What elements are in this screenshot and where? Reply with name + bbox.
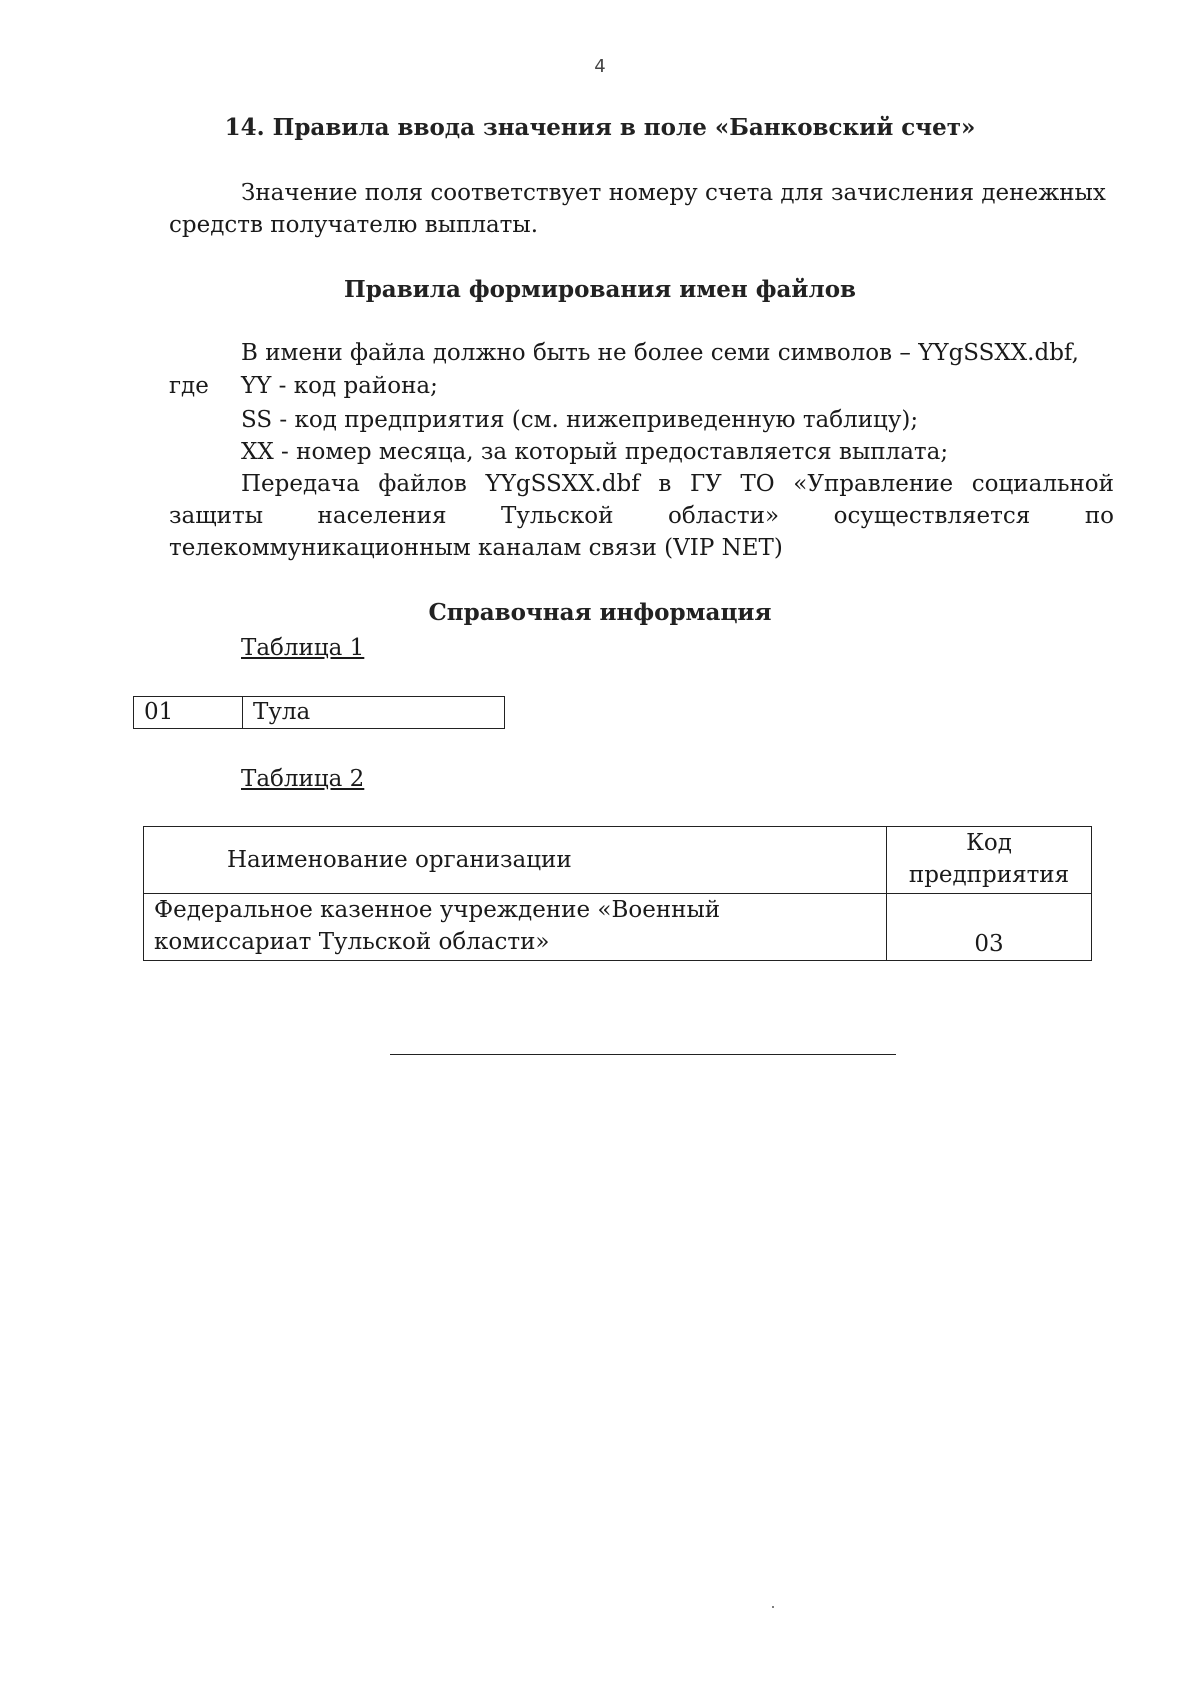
end-of-document-rule [390, 1054, 896, 1055]
transfer-text-line-1: Передача файлов YYgSSXX.dbf в ГУ ТО «Управление социальной [241, 471, 1114, 497]
transfer-text-line-3: телекоммуникационным каналам связи (VIP NET) [169, 535, 783, 561]
table-2-caption: Таблица 2 [241, 766, 365, 792]
enterprise-code-header-line-2: предприятия [908, 862, 1070, 888]
transfer-text-line-2: защиты населения Тульской области» осуществляется по [169, 503, 1114, 529]
enterprise-code-cell: 03 [887, 894, 1092, 961]
file-naming-rule: В имени файла должно быть не более семи символов – YYgSSXX.dbf, [241, 340, 1079, 366]
table-1 [133, 696, 505, 729]
district-name-cell: Тула [243, 697, 505, 729]
enterprise-code-header-line-1: Код [966, 830, 1012, 856]
page-number: 4 [594, 56, 606, 77]
table-header-row [144, 827, 1092, 894]
table-row [134, 697, 505, 729]
file-naming-heading: Правила формирования имен файлов [343, 276, 857, 303]
org-name-cell [144, 894, 887, 961]
org-name-line-2: комиссариат Тульской области» [154, 929, 550, 955]
district-code-cell: 01 [134, 697, 243, 729]
org-name-header: Наименование организации [144, 827, 887, 894]
enterprise-code-header [887, 827, 1092, 894]
scan-speck [772, 1606, 774, 1608]
table-2 [143, 826, 1092, 961]
table-row [144, 894, 1092, 961]
ss-definition: SS - код предприятия (см. нижеприведенную таблицу); [241, 407, 919, 433]
xx-definition: XX - номер месяца, за который предоставляется выплата; [241, 439, 949, 465]
section-14-text-line-1: Значение поля соответствует номеру счета для зачисления денежных [241, 180, 1106, 206]
where-label: где [169, 373, 209, 399]
section-14-text-line-2: средств получателю выплаты. [169, 212, 539, 238]
yy-definition: YY - код района; [241, 373, 438, 399]
reference-heading: Справочная информация [428, 599, 772, 626]
section-14-heading: 14. Правила ввода значения в поле «Банковский счет» [224, 114, 976, 141]
org-name-line-1: Федеральное казенное учреждение «Военный [154, 897, 721, 923]
table-1-caption: Таблица 1 [241, 635, 365, 661]
